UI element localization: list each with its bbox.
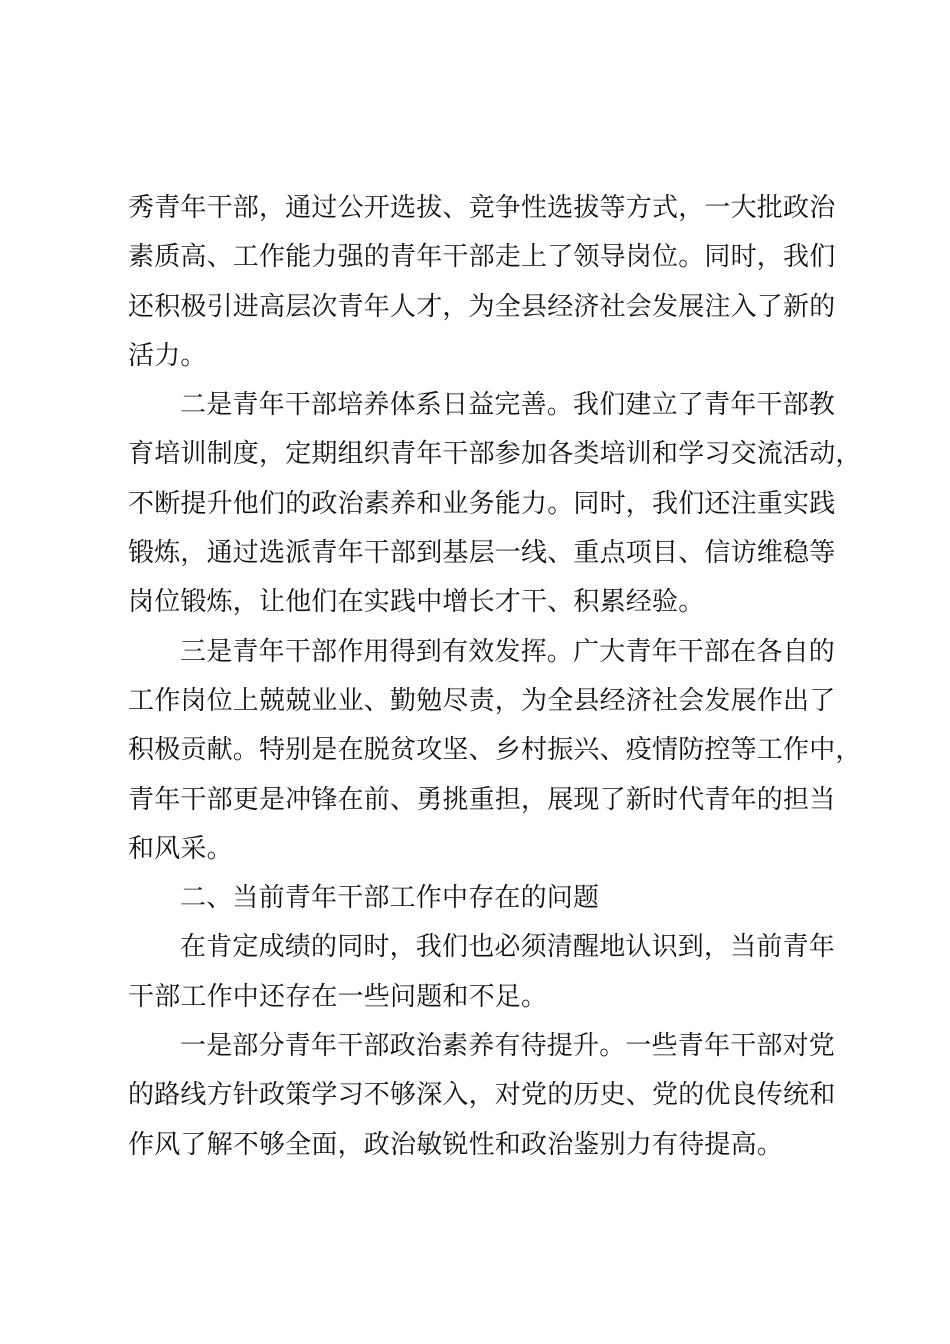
text-line: 作风了解不够全面，政治敏锐性和政治鉴别力有待提高。: [128, 1129, 784, 1160]
text-line: 育培训制度，定期组织青年干部参加各类培训和学习交流活动，: [128, 439, 862, 470]
text-line: 的路线方针政策学习不够深入，对党的历史、党的优良传统和: [128, 1080, 836, 1111]
text-line: 锻炼，通过选派青年干部到基层一线、重点项目、信访维稳等: [128, 538, 836, 569]
text-line: 积极贡献。特别是在脱贫攻坚、乡村振兴、疫情防控等工作中，: [128, 735, 862, 766]
text-line: 秀青年干部，通过公开选拔、竞争性选拔等方式，一大批政治: [128, 193, 836, 223]
text-line: 不断提升他们的政治素养和业务能力。同时，我们还注重实践: [128, 488, 836, 519]
text-line: 青年干部更是冲锋在前、勇挑重担，展现了新时代青年的担当: [128, 784, 836, 815]
paragraph-start-line: 三是青年干部作用得到有效发挥。广大青年干部在各自的: [180, 636, 836, 667]
paragraph-start-line: 一是部分青年干部政治素养有待提升。一些青年干部对党: [180, 1031, 836, 1062]
text-line: 活力。: [128, 340, 207, 371]
section-heading: 二、当前青年干部工作中存在的问题: [180, 883, 600, 914]
text-line: 工作岗位上兢兢业业、勤勉尽责，为全县经济社会发展作出了: [128, 685, 836, 716]
text-line: 和风采。: [128, 833, 233, 864]
text-line: 干部工作中还存在一些问题和不足。: [128, 981, 548, 1012]
text-line: 岗位锻炼，让他们在实践中增长才干、积累经验。: [128, 587, 705, 618]
paragraph-start-line: 二是青年干部培养体系日益完善。我们建立了青年干部教: [180, 390, 836, 421]
text-line: 还积极引进高层次青年人才，为全县经济社会发展注入了新的: [128, 291, 836, 322]
paragraph-start-line: 在肯定成绩的同时，我们也必须清醒地认识到，当前青年: [180, 932, 836, 963]
text-line: 素质高、工作能力强的青年干部走上了领导岗位。同时，我们: [128, 242, 836, 273]
document-body: [128, 184, 862, 1170]
